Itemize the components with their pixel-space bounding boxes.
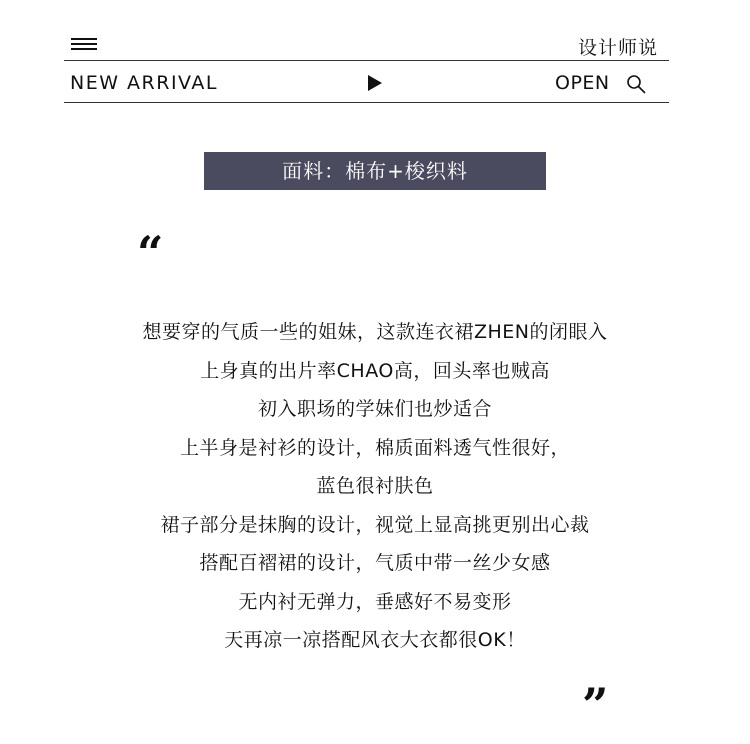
hamburger-menu-icon[interactable] — [71, 38, 97, 52]
fabric-banner: 面料：棉布+梭织料 — [204, 152, 546, 190]
description-line: 天再凉一凉搭配风衣大衣都很OK！ — [224, 629, 526, 651]
header-divider-top — [64, 60, 669, 61]
menu-bar — [71, 43, 97, 45]
description-line: 上身真的出片率CHAO高，回头率也贼高 — [200, 359, 550, 382]
new-arrival-label[interactable]: NEW ARRIVAL — [70, 72, 218, 94]
description-line: 上半身是衬衫的设计，棉质面料透气性很好， — [179, 436, 570, 459]
open-quote-mark: “ — [137, 226, 164, 280]
menu-bar — [71, 38, 97, 40]
close-quote-mark: ” — [582, 678, 609, 732]
description-copy — [64, 313, 686, 660]
description-line: 无内衬无弹力，垂感好不易变形 — [238, 590, 512, 613]
description-line: 蓝色很衬肤色 — [316, 475, 434, 497]
menu-bar — [71, 48, 97, 50]
designer-says-link[interactable]: 设计师说 — [577, 37, 658, 59]
description-line: 初入职场的学妹们也炒适合 — [257, 398, 492, 420]
description-line: 想要穿的气质一些的姐妹，这款连衣裙ZHEN的闭眼入 — [142, 321, 608, 343]
description-line: 裙子部分是抹胸的设计，视觉上显高挑更别出心裁 — [160, 513, 590, 536]
play-icon[interactable] — [368, 75, 382, 91]
description-line: 搭配百褶裙的设计，气质中带一丝少女感 — [199, 552, 551, 574]
header-divider-bottom — [64, 102, 669, 103]
open-label[interactable]: OPEN — [555, 72, 610, 94]
search-icon[interactable] — [626, 74, 646, 94]
